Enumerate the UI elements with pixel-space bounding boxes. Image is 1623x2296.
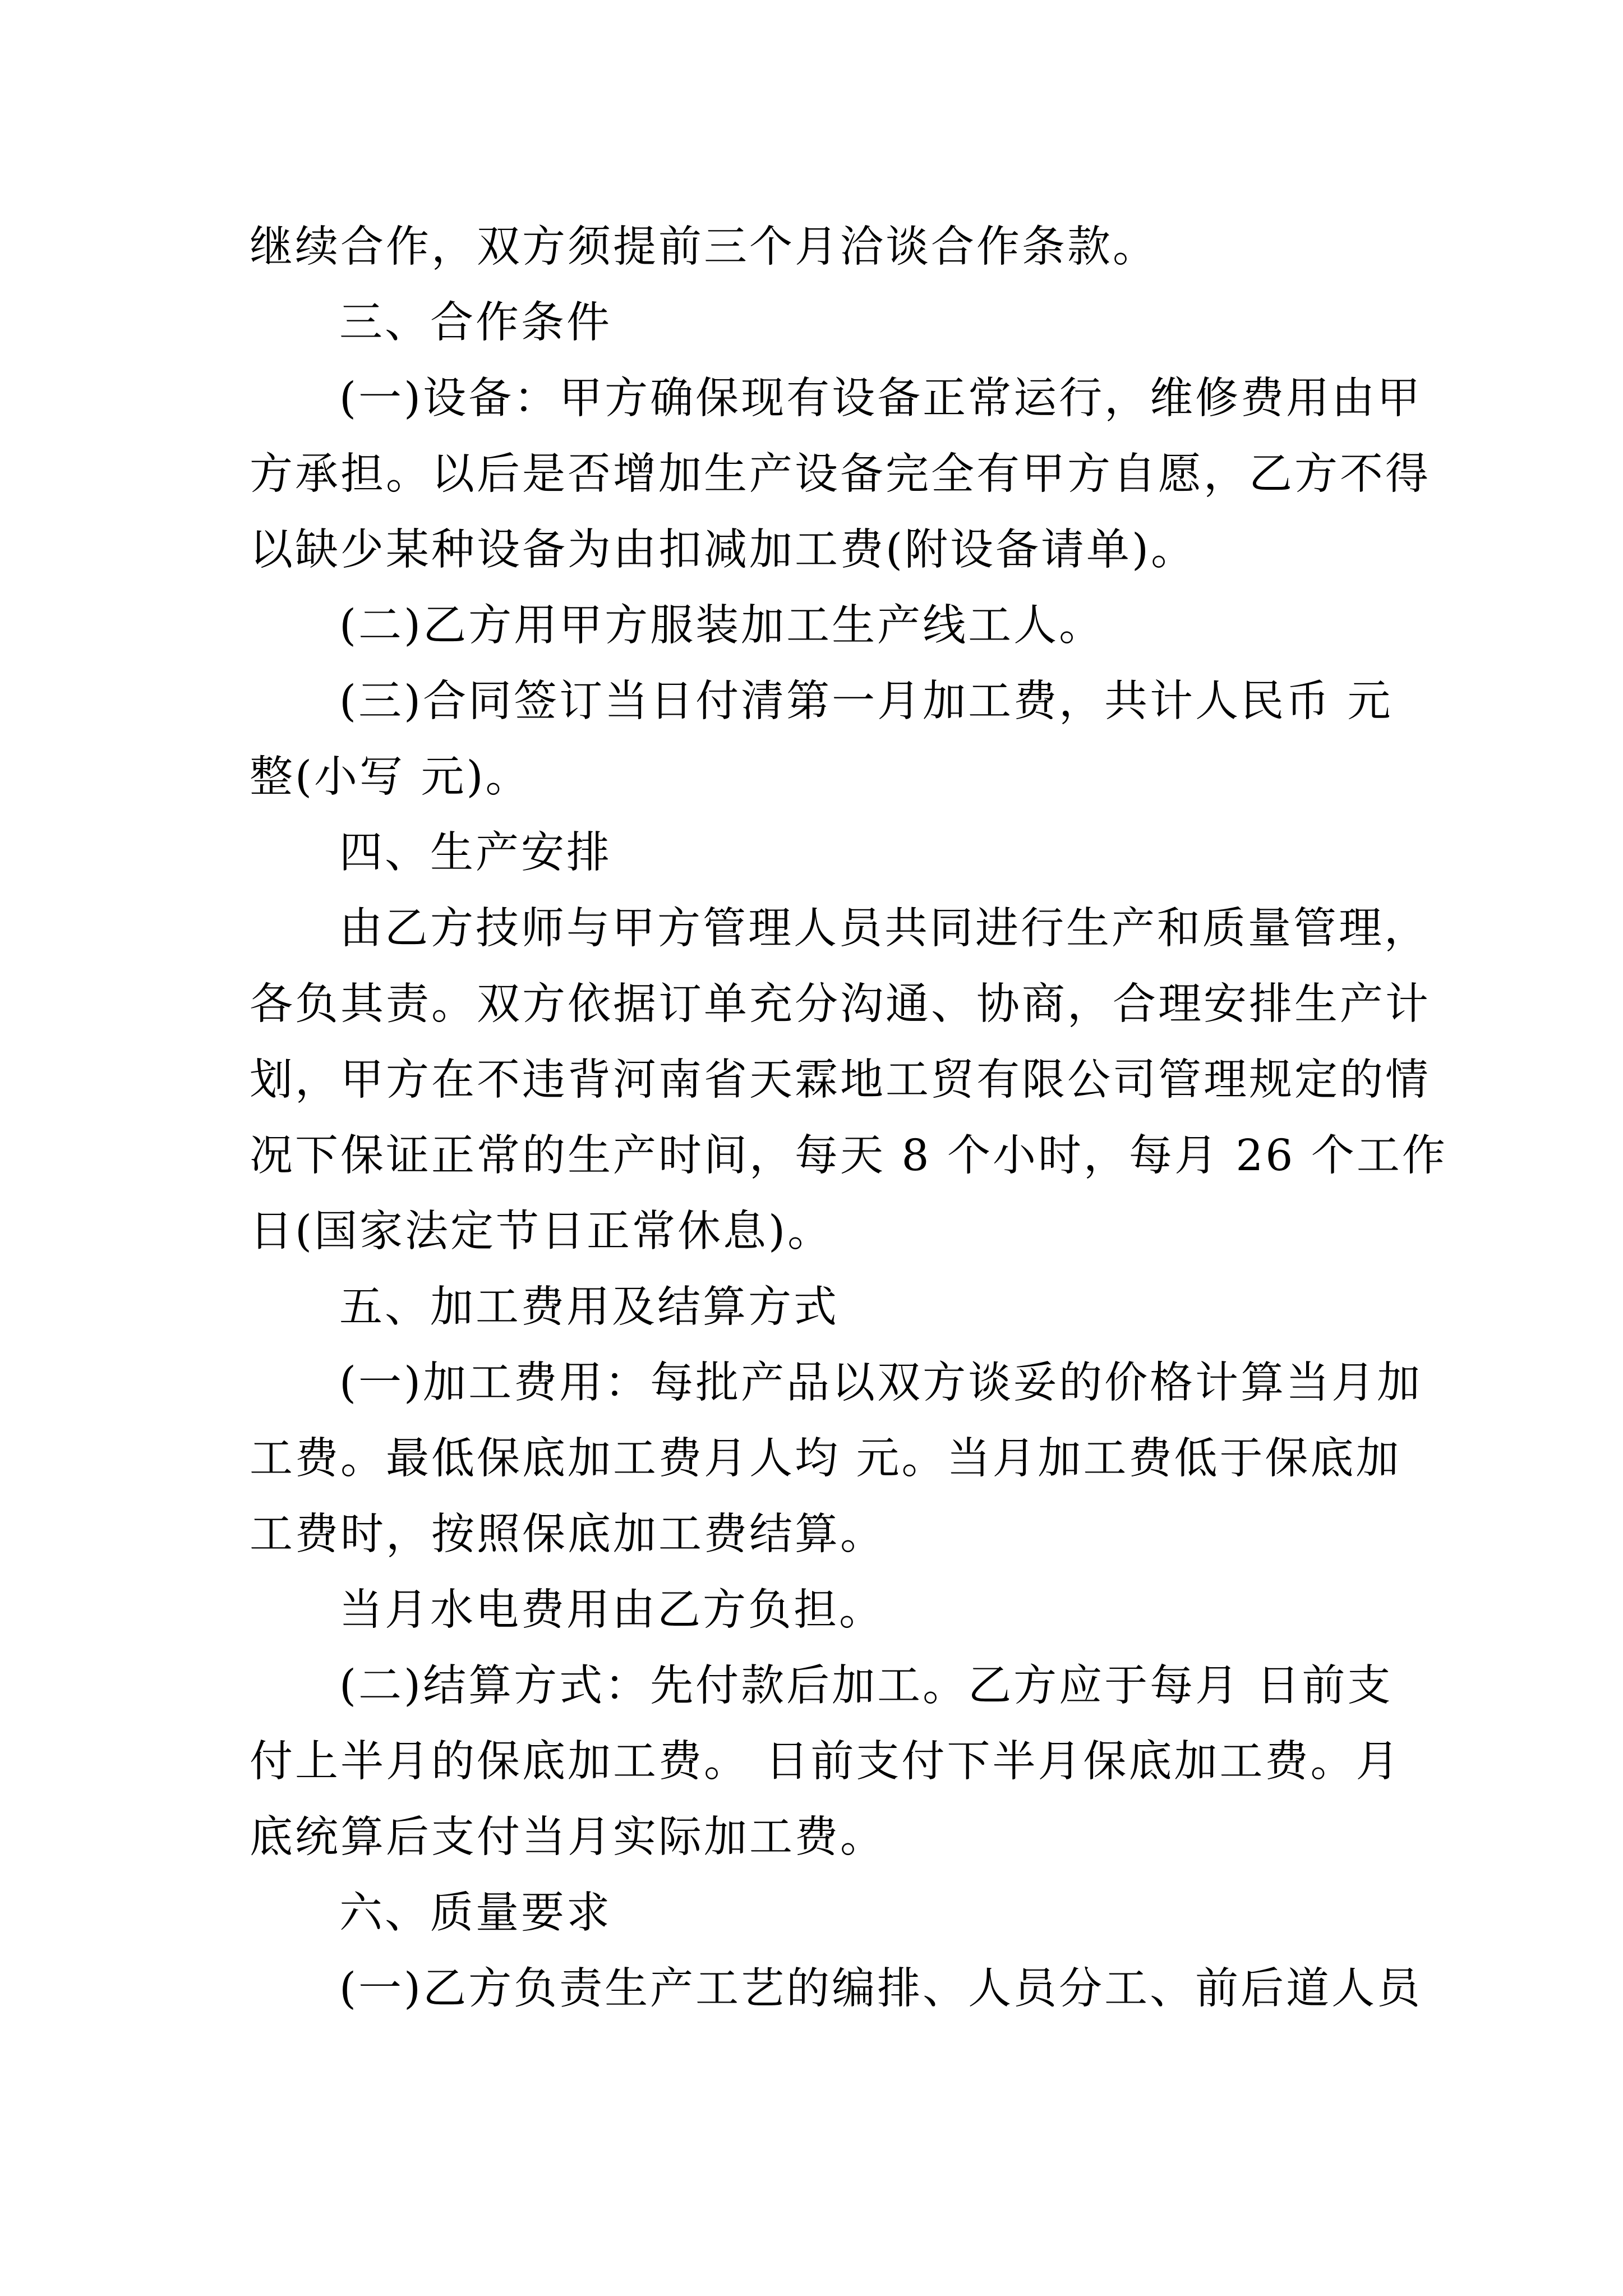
clause-equipment-line-3: 以缺少某种设备为由扣减加工费(附设备请单)。	[250, 525, 1197, 575]
clause-settlement-line-2: 付上半月的保底加工费。 日前支付下半月保底加工费。月	[250, 1737, 1401, 1787]
utilities-note-line: 当月水电费用由乙方负担。	[339, 1585, 884, 1635]
clause-settlement-line-1: (二)结算方式：先付款后加工。乙方应于每月 日前支	[339, 1661, 1393, 1711]
production-paragraph-line-2: 各负其责。双方依据订单充分沟通、协商，合理安排生产计	[250, 979, 1431, 1029]
clause-equipment-line-2: 方承担。以后是否增加生产设备完全有甲方自愿，乙方不得	[250, 449, 1431, 499]
clause-processing-fee-line-1: (一)加工费用：每批产品以双方谈妥的价格计算当月加	[339, 1358, 1423, 1408]
clause-first-payment-line-2: 整(小写 元)。	[250, 752, 531, 802]
production-paragraph-line-5: 日(国家法定节日正常休息)。	[250, 1207, 833, 1257]
clause-workers-line: (二)乙方用甲方服装加工生产线工人。	[339, 601, 1105, 651]
production-paragraph-line-4: 况下保证正常的生产时间，每天 8 个小时，每月 26 个工作	[250, 1131, 1447, 1181]
clause-first-payment-line-1: (三)合同签订当日付清第一月加工费，共计人民币 元	[339, 677, 1393, 726]
production-paragraph-line-3: 划，甲方在不违背河南省天霖地工贸有限公司管理规定的情	[250, 1055, 1431, 1105]
paragraph-continuation-line: 继续合作，双方须提前三个月洽谈合作条款。	[250, 222, 1158, 272]
section-heading-cooperation-conditions: 三、合作条件	[339, 298, 612, 348]
clause-quality-line-1: (一)乙方负责生产工艺的编排、人员分工、前后道人员	[339, 1964, 1423, 2014]
clause-processing-fee-line-3: 工费时，按照保底加工费结算。	[250, 1510, 886, 1559]
production-paragraph-line-1: 由乙方技师与甲方管理人员共同进行生产和质量管理，	[339, 904, 1430, 954]
section-heading-quality-requirements: 六、质量要求	[339, 1888, 612, 1938]
clause-processing-fee-line-2: 工费。最低保底加工费月人均 元。当月加工费低于保底加	[250, 1434, 1401, 1484]
document-body	[250, 209, 1447, 2027]
clause-equipment-line-1: (一)设备：甲方确保现有设备正常运行，维修费用由甲	[339, 374, 1423, 424]
section-heading-fees-settlement: 五、加工费用及结算方式	[339, 1282, 839, 1332]
clause-settlement-line-3: 底统算后支付当月实际加工费。	[250, 1812, 886, 1862]
section-heading-production-arrangement: 四、生产安排	[339, 828, 612, 878]
